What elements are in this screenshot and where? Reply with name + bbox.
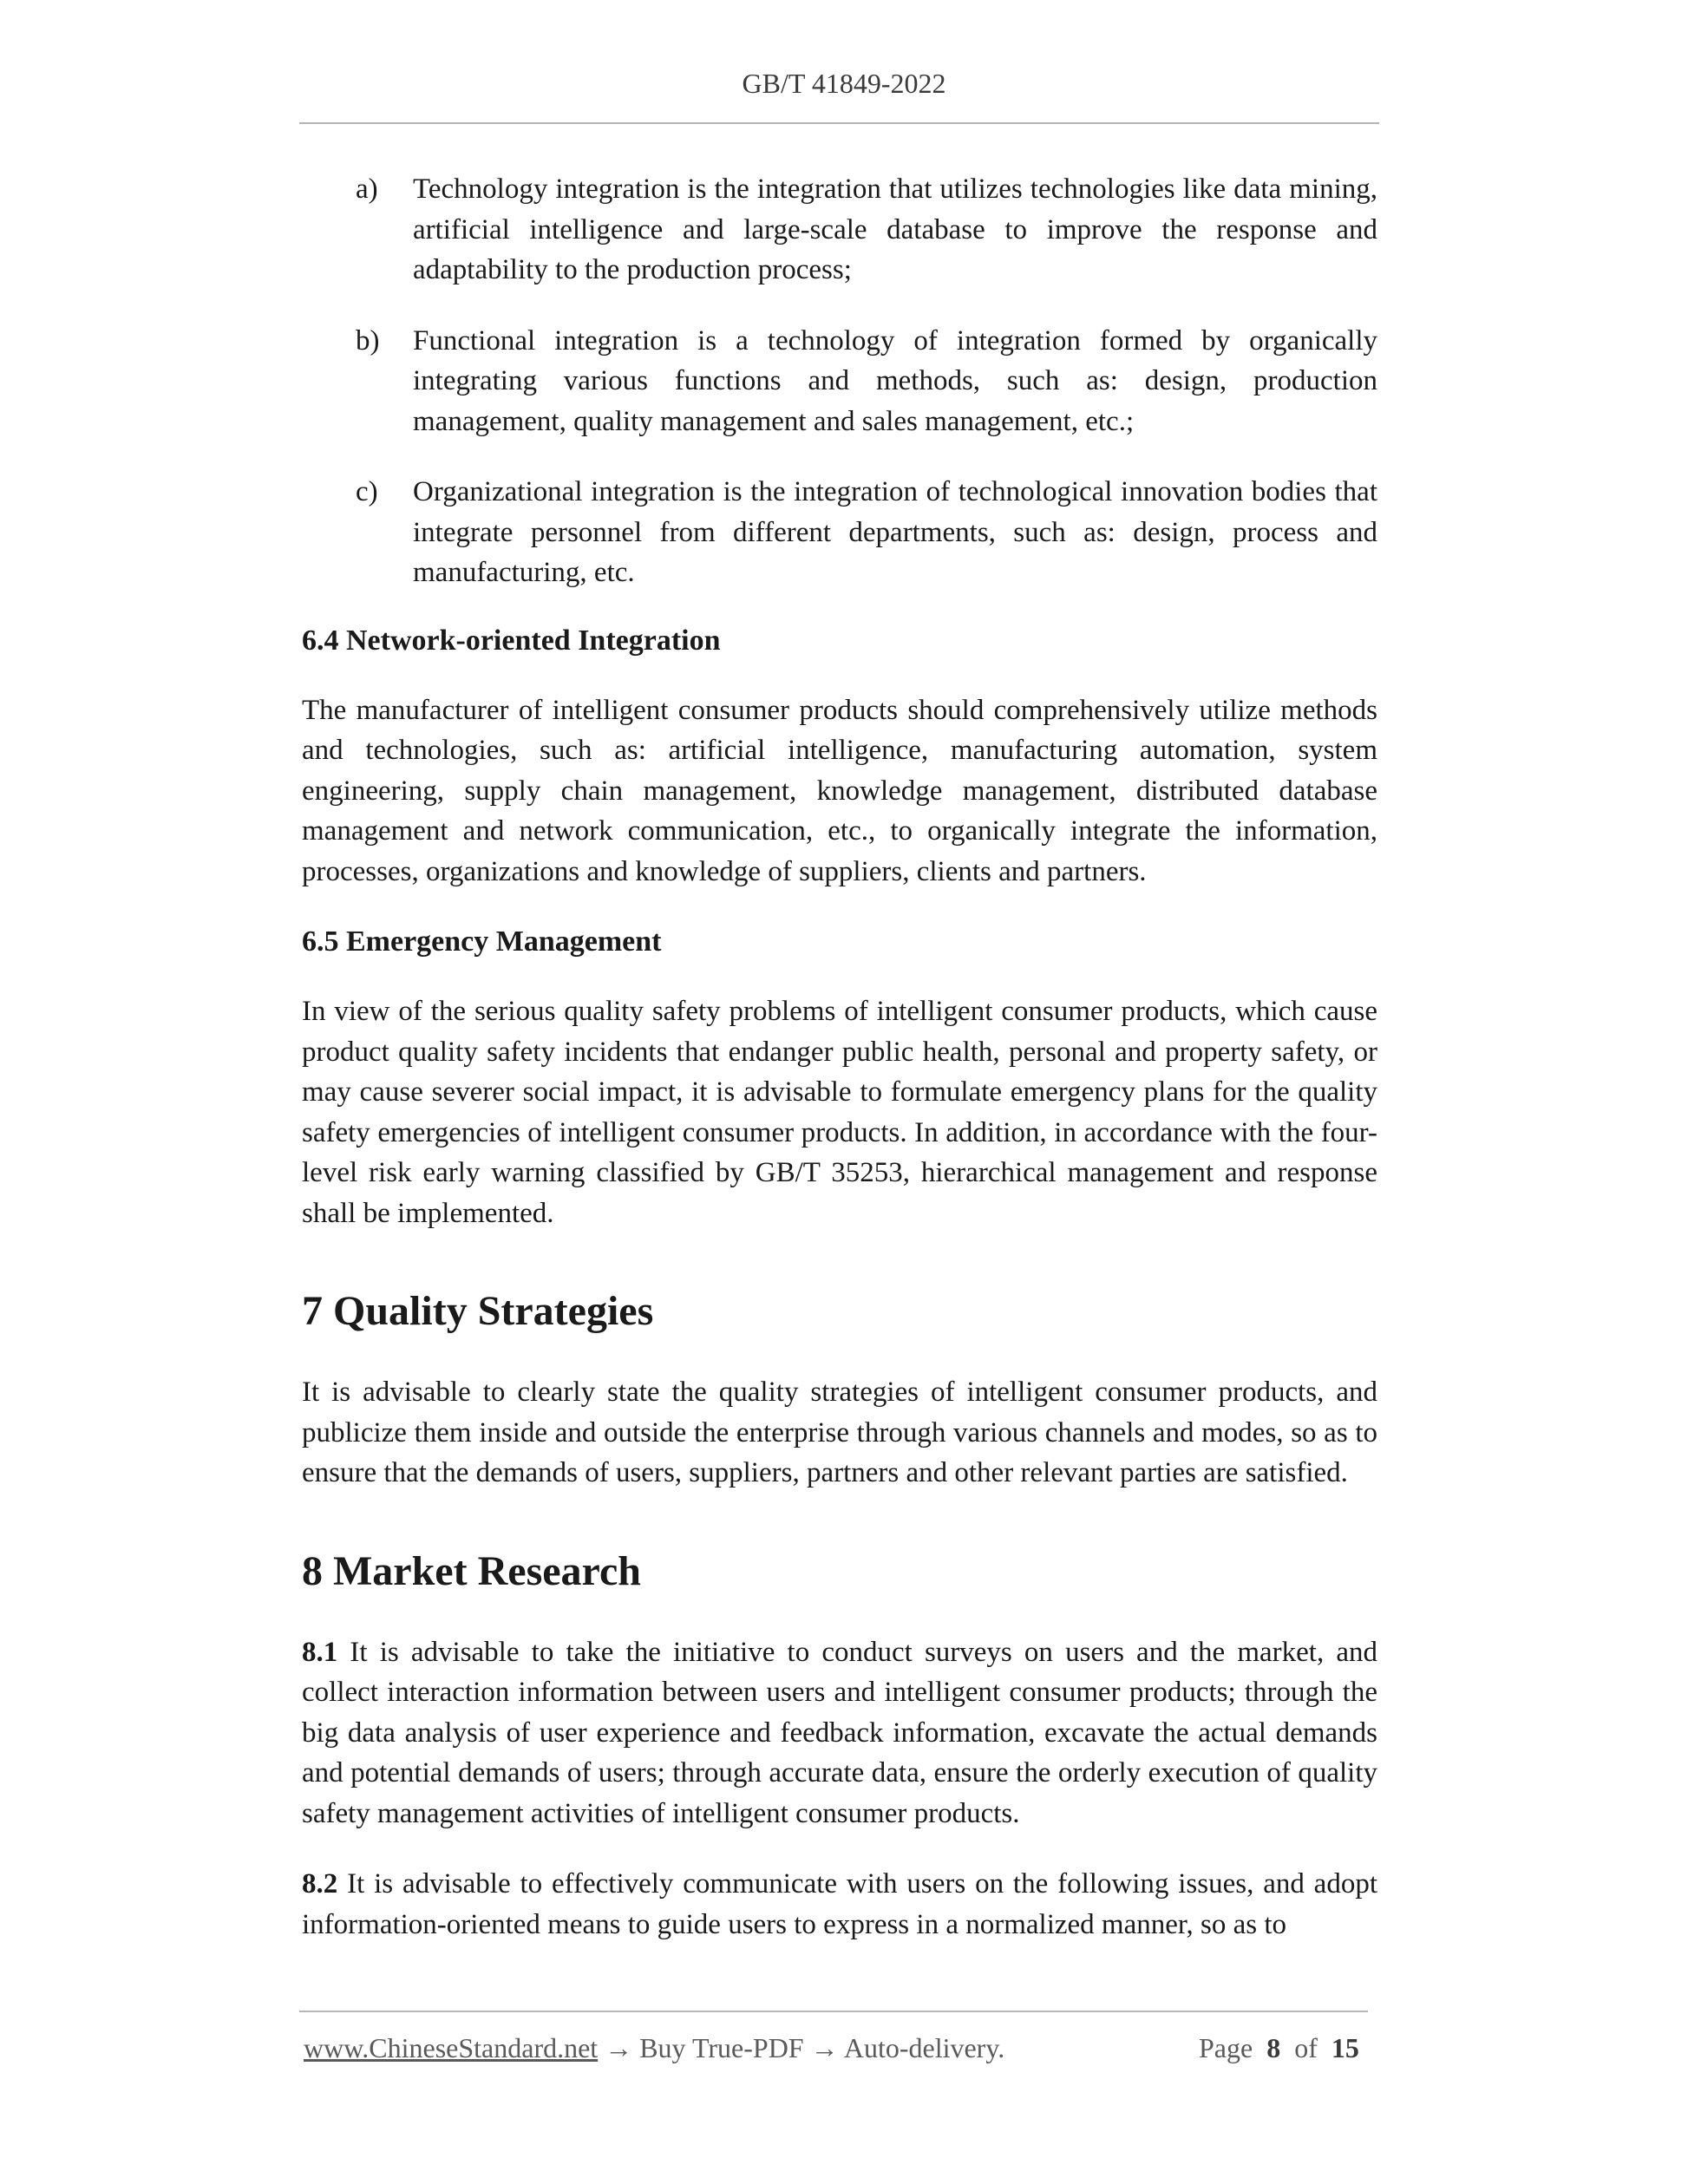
document-header: GB/T 41849-2022 bbox=[742, 68, 946, 99]
section-heading-8: 8 Market Research bbox=[302, 1547, 641, 1594]
clause-text: It is advisable to effectively communicate with users on the following issues, and adopt information-oriented means to guide users to express in a normalized manner, so as to bbox=[302, 1868, 1378, 1940]
footer-promo-text: → Buy True-PDF → Auto-delivery. bbox=[598, 2032, 1005, 2063]
list-item-a bbox=[302, 169, 1377, 291]
of-label: of bbox=[1294, 2032, 1318, 2063]
current-page: 8 bbox=[1266, 2032, 1281, 2063]
list-marker: a) bbox=[356, 173, 378, 205]
list-item-text: Functional integration is a technology of integration formed by organically integrating various functions and methods, such as: design, production management, quality management and sales management, etc.; bbox=[413, 324, 1377, 437]
section-heading-6-4: 6.4 Network-oriented Integration bbox=[302, 624, 721, 657]
list-item-c bbox=[302, 472, 1377, 593]
section-heading-7: 7 Quality Strategies bbox=[302, 1288, 654, 1334]
section-body-7: It is advisable to clearly state the quality strategies of intelligent consumer products, and publicize them inside and outside the enterprise through various channels and modes, so as to ensure that the demands of users, suppliers, partners and other relevant parties are satisfied. bbox=[302, 1376, 1377, 1488]
list-item-text: Technology integration is the integration that utilizes technologies like data mining, artificial intelligence and large-scale database to improve the response and adaptability to the production process; bbox=[413, 173, 1377, 285]
footer-promo bbox=[304, 2032, 1004, 2064]
clause-number: 8.1 bbox=[302, 1636, 338, 1668]
list-item-b bbox=[302, 321, 1377, 442]
footer-divider bbox=[299, 2011, 1368, 2012]
website-link[interactable]: www.ChineseStandard.net bbox=[304, 2032, 599, 2063]
total-pages: 15 bbox=[1331, 2032, 1359, 2063]
list-marker: c) bbox=[356, 476, 378, 507]
section-body-6-4: The manufacturer of intelligent consumer products should comprehensively utilize methods and technologies, such as: artificial intelligence, manufacturing automation, system engineering, supply chain management, knowledge management, distributed database management and network communication, etc., to organically integrate the information, processes, organizations and knowledge of suppliers, clients and partners. bbox=[302, 694, 1377, 887]
clause-number: 8.2 bbox=[302, 1868, 338, 1900]
list-marker: b) bbox=[356, 324, 380, 356]
clause-8-2 bbox=[302, 1864, 1377, 1945]
clause-text: It is advisable to take the initiative to conduct surveys on users and the market, and collect interaction information between users and intelligent consumer products; through the big data analysis of user experience and feedback information, excavate the actual demands and potential demands of users; through accurate data, ensure the orderly execution of quality safety management activities of intelligent consumer products. bbox=[302, 1636, 1377, 1829]
page-label: Page bbox=[1199, 2032, 1253, 2063]
list-item-text: Organizational integration is the integration of technological innovation bodies that integrate personnel from different departments, such as: design, process and manufacturing, etc. bbox=[413, 476, 1377, 588]
page-number bbox=[1199, 2032, 1359, 2064]
header-divider bbox=[299, 122, 1379, 124]
section-heading-6-5: 6.5 Emergency Management bbox=[302, 925, 662, 958]
section-body-6-5: In view of the serious quality safety problems of intelligent consumer products, which cause product quality safety incidents that endanger public health, personal and property safety, or may cause severer social impact, it is advisable to formulate emergency plans for the quality safety emergencies of intelligent consumer products. In addition, in accordance with the four-level risk early warning classified by GB/T 35253, hierarchical management and response shall be implemented. bbox=[302, 996, 1377, 1229]
clause-8-1 bbox=[302, 1632, 1377, 1834]
page-content bbox=[302, 169, 1377, 1945]
